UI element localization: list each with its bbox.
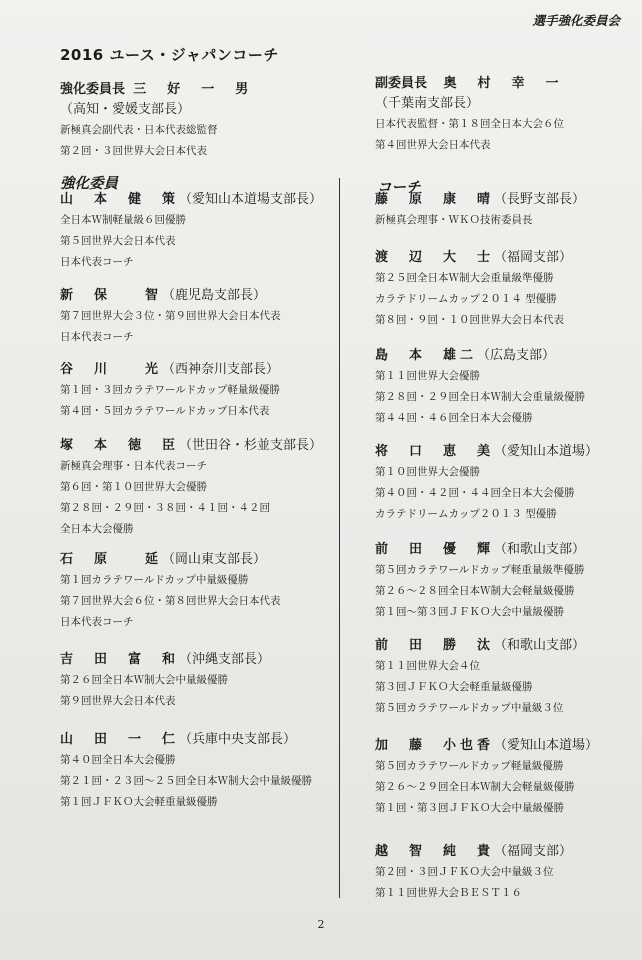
coach-name: 将 口 恵 美 (375, 444, 495, 459)
chair-branch: （高知・愛媛支部長） (60, 102, 191, 117)
coach (375, 736, 630, 819)
member-branch: （世田谷・杉並支部長） (179, 438, 323, 453)
committee-member (60, 550, 330, 633)
coach-detail: 第４４回・４６回全日本大会優勝 (375, 412, 533, 424)
committee-member (60, 286, 330, 348)
coach-name: 藤 原 康 晴 (375, 192, 495, 207)
vice-chair-detail: 第４回世界大会日本代表 (375, 139, 491, 151)
member-name: 吉 田 富 和 (60, 652, 180, 667)
member-branch: （西神奈川支部長） (162, 362, 280, 377)
member-detail: 第４回・５回カラテワールドカップ日本代表 (60, 405, 270, 417)
coach (375, 248, 630, 331)
coach-detail: 第５回カラテワールドカップ軽量級優勝 (375, 760, 564, 772)
member-detail: 第５回世界大会日本代表 (60, 235, 176, 247)
committee-member (60, 190, 330, 273)
chair-name-line (60, 80, 330, 100)
chair-detail: 新極真会副代表・日本代表総監督 (60, 124, 218, 136)
vice-chair-name-line (375, 74, 630, 94)
member-detail: 第１回カラテワールドカップ中量級優勝 (60, 574, 249, 586)
coach-branch: （愛知山本道場） (494, 738, 599, 753)
coach-branch: （和歌山支部） (494, 638, 586, 653)
member-detail: 日本代表コーチ (60, 256, 134, 268)
member-name: 新 保 智 (60, 288, 163, 303)
member-branch: （兵庫中央支部長） (179, 732, 297, 747)
member-detail: 全日本大会優勝 (60, 523, 134, 535)
committee-member (60, 730, 330, 813)
coach-branch: （福岡支部） (494, 250, 573, 265)
coach-detail: 第２８回・２９回全日本Ｗ制大会重量級優勝 (375, 391, 585, 403)
coach-detail: 第４０回・４２回・４４回全日本大会優勝 (375, 487, 575, 499)
vice-chair-detail: 日本代表監督・第１８回全日本大会６位 (375, 118, 564, 130)
coach-detail: 第２６〜２８回全日本Ｗ制大会軽量級優勝 (375, 585, 575, 597)
coach (375, 636, 630, 719)
coach-detail: 第１１回世界大会４位 (375, 660, 480, 672)
coach-branch: （長野支部長） (494, 192, 586, 207)
vice-chair-role: 副委員長 (375, 76, 428, 91)
vice-chair-name: 奥 村 幸 一 (443, 76, 563, 91)
member-detail: 第２６回全日本Ｗ制大会中量級優勝 (60, 674, 228, 686)
coach-detail: 第１回〜第３回ＪＦＫＯ大会中量級優勝 (375, 606, 564, 618)
member-name: 山 本 健 策 (60, 192, 180, 207)
coach-detail: 第５回カラテワールドカップ軽重量級準優勝 (375, 564, 585, 576)
member-detail: 第４０回全日本大会優勝 (60, 754, 176, 766)
member-detail: 第７回世界大会６位・第８回世界大会日本代表 (60, 595, 281, 607)
column-divider (339, 178, 340, 898)
coach-name: 加 藤 小也香 (375, 738, 495, 753)
coach-detail: 第２５回全日本Ｗ制大会重量級準優勝 (375, 272, 554, 284)
coach-detail: 第１０回世界大会優勝 (375, 466, 480, 478)
vice-chair-block (375, 74, 630, 156)
coach-detail: カラテドリームカップ２０１３ 型優勝 (375, 508, 557, 520)
coach-detail: 第１回・第３回ＪＦＫＯ大会中量級優勝 (375, 802, 564, 814)
coach-detail: カラテドリームカップ２０１４ 型優勝 (375, 293, 557, 305)
coach (375, 842, 630, 904)
coach-name: 前 田 勝 汰 (375, 638, 495, 653)
member-detail: 第２１回・２３回〜２５回全日本Ｗ制大会中量級優勝 (60, 775, 312, 787)
coach-branch: （広島支部） (477, 348, 556, 363)
coach-branch: （愛知山本道場） (494, 444, 599, 459)
member-detail: 日本代表コーチ (60, 331, 134, 343)
coach-detail: 第８回・９回・１０回世界大会日本代表 (375, 314, 564, 326)
coach (375, 540, 630, 623)
member-detail: 第９回世界大会日本代表 (60, 695, 176, 707)
coach (375, 190, 630, 231)
coach-branch: （和歌山支部） (494, 542, 586, 557)
committee-member (60, 360, 330, 422)
committee-chair-block (60, 80, 330, 162)
page-title: 2016 ユース・ジャパンコーチ (60, 46, 279, 64)
member-detail: 第２８回・２９回・３８回・４１回・４２回 (60, 502, 270, 514)
member-detail: 全日本Ｗ制軽量級６回優勝 (60, 214, 186, 226)
coach-name: 島 本 雄二 (375, 348, 478, 363)
coach-name: 渡 辺 大 士 (375, 250, 495, 265)
coach-branch: （福岡支部） (494, 844, 573, 859)
member-name: 山 田 一 仁 (60, 732, 180, 747)
member-name: 塚 本 徳 臣 (60, 438, 180, 453)
coach (375, 346, 630, 429)
member-branch: （鹿児島支部長） (162, 288, 267, 303)
member-detail: 第７回世界大会３位・第９回世界大会日本代表 (60, 310, 281, 322)
page-number: 2 (317, 918, 325, 931)
coach-detail: 第１１回世界大会ＢＥＳＴ１６ (375, 887, 522, 899)
section-label-coaches: コーチ (377, 180, 421, 196)
coach-detail: 第２６〜２９回全日本Ｗ制大会軽量級優勝 (375, 781, 575, 793)
member-name: 石 原 延 (60, 552, 163, 567)
committee-member (60, 436, 330, 540)
coach-detail: 新極真会理事・ＷＫＯ技術委員長 (375, 214, 533, 226)
member-branch: （岡山東支部長） (162, 552, 267, 567)
chair-name: 三 好 一 男 (133, 82, 253, 97)
committee-member (60, 650, 330, 712)
chair-detail: 第２回・３回世界大会日本代表 (60, 145, 207, 157)
coach-name: 前 田 優 輝 (375, 542, 495, 557)
member-detail: 第１回ＪＦＫＯ大会軽重量級優勝 (60, 796, 218, 808)
member-detail: 第６回・第１０回世界大会優勝 (60, 481, 207, 493)
header-organization: 選手強化委員会 (532, 13, 620, 28)
member-branch: （沖縄支部長） (179, 652, 271, 667)
member-detail: 第１回・３回カラテワールドカップ軽量級優勝 (60, 384, 280, 396)
coach-detail: 第５回カラテワールドカップ中量級３位 (375, 702, 564, 714)
coach-detail: 第１１回世界大会優勝 (375, 370, 480, 382)
member-name: 谷 川 光 (60, 362, 163, 377)
member-detail: 日本代表コーチ (60, 616, 134, 628)
coach (375, 442, 630, 525)
member-detail: 新極真会理事・日本代表コーチ (60, 460, 207, 472)
coach-detail: 第２回・３回ＪＦＫＯ大会中量級３位 (375, 866, 554, 878)
coach-detail: 第３回ＪＦＫＯ大会軽重量級優勝 (375, 681, 533, 693)
vice-chair-branch: （千葉南支部長） (375, 96, 480, 111)
chair-role: 強化委員長 (60, 82, 126, 97)
member-branch: （愛知山本道場支部長） (179, 192, 323, 207)
coach-name: 越 智 純 貴 (375, 844, 495, 859)
section-label-committee: 強化委員 (60, 176, 118, 192)
